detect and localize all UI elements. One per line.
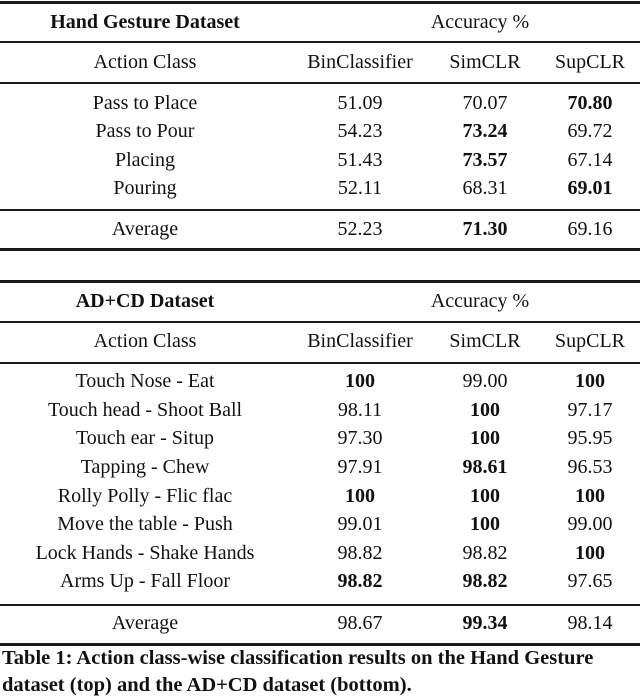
column-header: BinClassifier bbox=[307, 330, 413, 352]
table-row bbox=[0, 117, 640, 145]
row-value: 98.82 bbox=[462, 570, 508, 592]
row-value: 96.53 bbox=[567, 456, 613, 478]
column-header: Action Class bbox=[93, 330, 197, 352]
column-header: BinClassifier bbox=[307, 51, 413, 73]
row-value: 69.72 bbox=[567, 120, 613, 142]
row-value: 100 bbox=[575, 485, 605, 507]
table-row bbox=[0, 510, 640, 538]
table-rule bbox=[0, 248, 640, 251]
row-label: Rolly Polly - Flic flac bbox=[57, 485, 233, 507]
group-header: Accuracy % bbox=[430, 290, 530, 312]
table-caption: Table 1: Action class-wise classification results on the Hand Gesture dataset (top) and the AD+CD dataset (bottom). bbox=[2, 647, 594, 696]
row-value: 69.01 bbox=[567, 177, 613, 199]
table-rule bbox=[0, 362, 640, 364]
row-value: 68.31 bbox=[462, 177, 508, 199]
table-title: Hand Gesture Dataset bbox=[50, 11, 240, 33]
row-value: 98.82 bbox=[337, 542, 383, 564]
column-header: Action Class bbox=[93, 51, 197, 73]
table-rule bbox=[0, 209, 640, 211]
table-row bbox=[0, 146, 640, 174]
row-value: 54.23 bbox=[337, 120, 383, 142]
table-title-row bbox=[0, 8, 640, 36]
row-value: 98.61 bbox=[462, 456, 508, 478]
row-value: 100 bbox=[470, 427, 500, 449]
row-label: Placing bbox=[115, 149, 175, 171]
table-rule bbox=[0, 41, 640, 43]
table-title-row bbox=[0, 287, 640, 315]
row-value: 99.00 bbox=[462, 370, 508, 392]
row-label: Move the table - Push bbox=[57, 513, 233, 535]
column-header: SimCLR bbox=[449, 51, 521, 73]
row-value: 97.17 bbox=[567, 399, 613, 421]
row-value: 100 bbox=[575, 370, 605, 392]
table-title: AD+CD Dataset bbox=[75, 290, 215, 312]
row-value: 100 bbox=[345, 485, 375, 507]
row-value: 52.11 bbox=[337, 177, 383, 199]
group-header: Accuracy % bbox=[430, 11, 530, 33]
column-header: SimCLR bbox=[449, 330, 521, 352]
average-label: Average bbox=[111, 612, 179, 634]
table-rule bbox=[0, 321, 640, 323]
table-row bbox=[0, 367, 640, 395]
table-row bbox=[0, 482, 640, 510]
column-header-row bbox=[0, 48, 640, 76]
row-value: 100 bbox=[345, 370, 375, 392]
average-value: 71.30 bbox=[462, 218, 508, 240]
row-value: 97.30 bbox=[337, 427, 383, 449]
average-value: 99.34 bbox=[462, 612, 508, 634]
row-label: Lock Hands - Shake Hands bbox=[35, 542, 255, 564]
row-value: 98.82 bbox=[337, 570, 383, 592]
row-value: 100 bbox=[470, 513, 500, 535]
row-value: 73.57 bbox=[462, 149, 508, 171]
table-row bbox=[0, 567, 640, 595]
average-value: 98.67 bbox=[337, 612, 383, 634]
average-row bbox=[0, 215, 640, 243]
row-label: Pass to Pour bbox=[95, 120, 195, 142]
table-rule bbox=[0, 604, 640, 606]
row-label: Tapping - Chew bbox=[80, 456, 210, 478]
row-label: Arms Up - Fall Floor bbox=[60, 570, 230, 592]
row-value: 99.01 bbox=[337, 513, 383, 535]
row-value: 51.09 bbox=[337, 92, 383, 114]
row-value: 51.43 bbox=[337, 149, 383, 171]
row-value: 70.07 bbox=[462, 92, 508, 114]
average-value: 52.23 bbox=[337, 218, 383, 240]
row-label: Touch Nose - Eat bbox=[75, 370, 215, 392]
row-value: 97.65 bbox=[567, 570, 613, 592]
row-value: 100 bbox=[575, 542, 605, 564]
table-rule bbox=[0, 82, 640, 84]
average-value: 69.16 bbox=[567, 218, 613, 240]
row-value: 97.91 bbox=[337, 456, 383, 478]
column-header-row bbox=[0, 327, 640, 355]
column-header: SupCLR bbox=[554, 51, 626, 73]
row-value: 95.95 bbox=[567, 427, 613, 449]
table-rule bbox=[0, 280, 640, 283]
column-header: SupCLR bbox=[554, 330, 626, 352]
row-value: 100 bbox=[470, 399, 500, 421]
table-row bbox=[0, 396, 640, 424]
row-value: 99.00 bbox=[567, 513, 613, 535]
row-value: 67.14 bbox=[567, 149, 613, 171]
table-rule bbox=[0, 1, 640, 4]
average-row bbox=[0, 609, 640, 637]
row-value: 70.80 bbox=[567, 92, 613, 114]
table-row bbox=[0, 89, 640, 117]
average-label: Average bbox=[111, 218, 179, 240]
row-label: Touch head - Shoot Ball bbox=[47, 399, 243, 421]
table-row bbox=[0, 424, 640, 452]
table-row bbox=[0, 174, 640, 202]
row-value: 98.82 bbox=[462, 542, 508, 564]
row-label: Pouring bbox=[113, 177, 177, 199]
row-value: 100 bbox=[470, 485, 500, 507]
table-row bbox=[0, 539, 640, 567]
average-value: 98.14 bbox=[567, 612, 613, 634]
row-value: 73.24 bbox=[462, 120, 508, 142]
row-value: 98.11 bbox=[337, 399, 383, 421]
row-label: Pass to Place bbox=[92, 92, 198, 114]
row-label: Touch ear - Situp bbox=[75, 427, 214, 449]
table-row bbox=[0, 453, 640, 481]
